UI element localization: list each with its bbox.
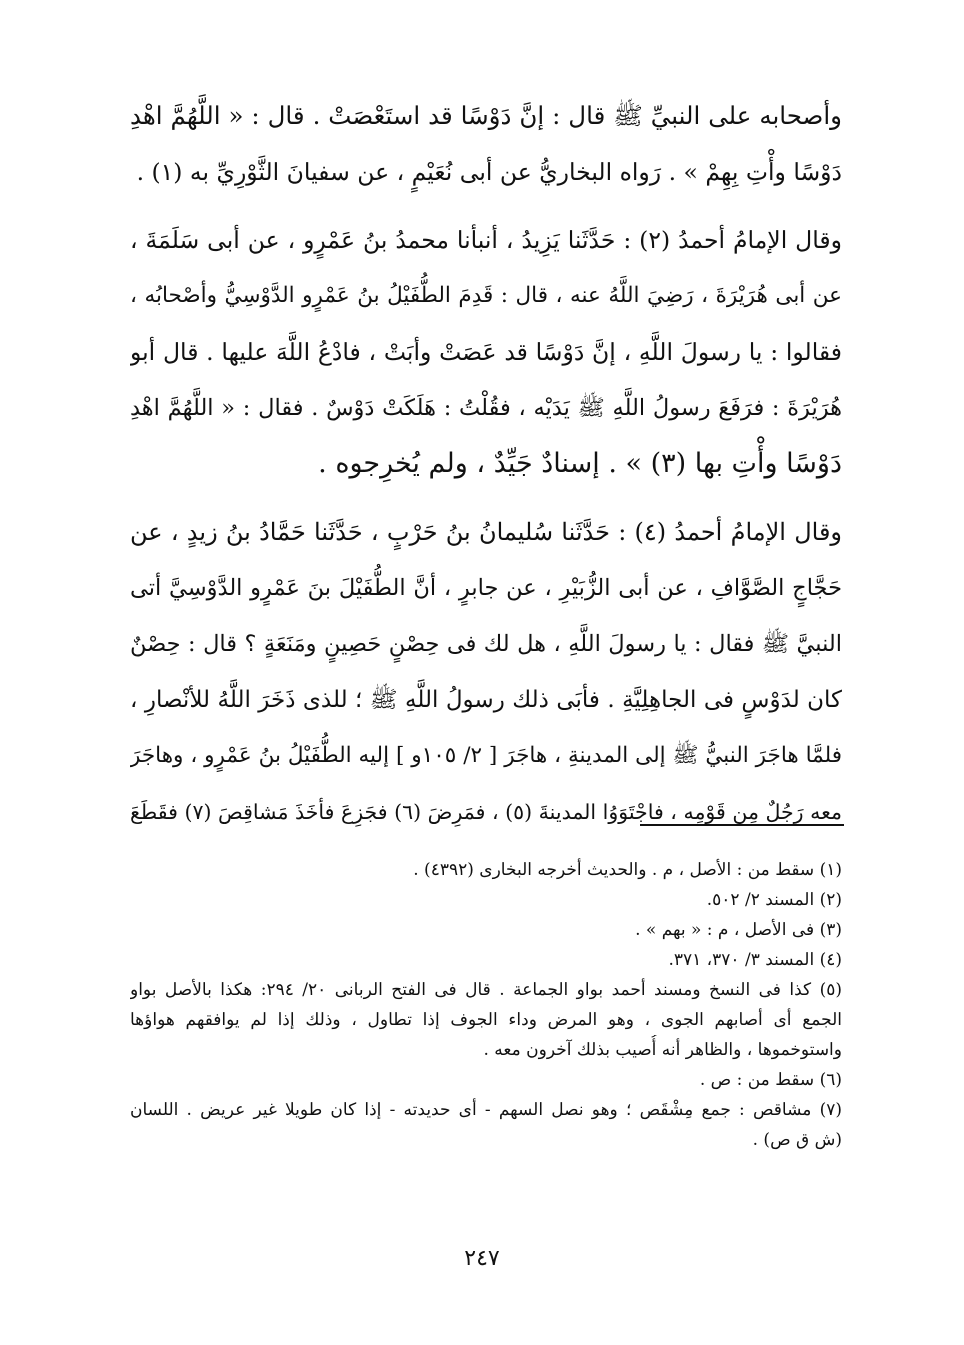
- text-line: النبيَّ ﷺ فقال : يا رسولَ اللَّهِ ، هل لك فى حِصْنٍ حَصِينٍ ومَنَعَةٍ ؟ قال : حِصْنٌ: [130, 631, 842, 657]
- footnote: (٢) المسند ٢/ ٥٠٢.: [706, 890, 842, 910]
- text-line: فلمَّا هاجَرَ النبيُّ ﷺ إلى المدينةِ ، هاجَرَ [ ٢/ ١٠٥و ] إليه الطُّفَيْلُ بنُ عَمْرٍو ، وهاجَرَ: [130, 743, 842, 768]
- footnote: (٣) فى الأصل ، م : « بهم » .: [635, 920, 842, 940]
- footnotes: [130, 855, 842, 1155]
- footnote: (٦) سقط من : ص .: [699, 1070, 842, 1090]
- footnote-continuation: واستوخموها ، والظاهر أنه أُصيب بذلك آخرون معه .: [483, 1040, 842, 1060]
- text-line: وقال الإمامُ أحمدُ (٢) : حَدَّثَنا يَزِيدُ ، أنبأنا محمدُ بنُ عَمْرٍو ، عن أبى سَلَمَةَ ،: [130, 226, 842, 254]
- text-line: عن أبى هُرَيْرَةَ ، رَضِيَ اللَّهُ عنه ، قال : قَدِمَ الطُّفَيْلُ بنُ عَمْرٍو الدَّوْسِيُّ وأصْحابُه ،: [130, 283, 842, 308]
- footnote-continuation: الجمع أى أصابهم الجوى ، وهو المرض وداء الجوف إذا تطاول ، وذلك إذا لم يوافقهم هواؤها: [130, 1010, 842, 1030]
- text-line: وأصحابه على النبيِّ ﷺ قال : إنَّ دَوْسًا قد استَعْصَتْ . قال : « اللَّهُمَّ اهْدِ: [130, 101, 842, 130]
- main-text: [130, 88, 842, 840]
- footnote: (٧) مشاقص : جمع مِشْقَص ؛ وهو نصل السهم - أى حديدته - إذا كان طويلا غير عريض . اللسان: [130, 1100, 842, 1120]
- text-line: وقال الإمامُ أحمدُ (٤) : حَدَّثَنا سُليمانُ بنُ حَرْبٍ ، حَدَّثَنا حَمَّادُ بنُ زيدٍ ، عن: [130, 518, 842, 546]
- text-line: دَوْسًا وأْتِ بها (٣) » . إسنادٌ جَيِّدٌ ، ولم يُخرِجوه .: [318, 448, 842, 479]
- footnote: (٥) كذا فى النسخ ومسند أحمد بواو الجماعة . قال فى الفتح الربانى ٢٠/ ٢٩٤: هكذا بالأصل بواو: [130, 980, 842, 1000]
- footnote: (٤) المسند ٣/ ٣٧٠، ٣٧١.: [668, 950, 842, 970]
- text-line: دَوْسًا وأْتِ بِهِمْ » . رَواه البخاريُّ عن أبى نُعَيْمٍ ، عن سفيانَ الثَّوْرِيِّ به (١) .: [136, 158, 842, 186]
- footnote: (١) سقط من : الأصل ، م . والحديث أخرجه البخارى (٤٣٩٢) .: [413, 860, 842, 880]
- text-line: هُرَيْرَةَ : فرَفَعَ رسولُ اللَّهِ ﷺ يَدَيْه ، فقُلْتُ : هَلَكَتْ دَوْسٌ . فقال : « اللَّهُمَّ اهْدِ: [130, 395, 842, 421]
- page-number: ٢٤٧: [464, 1246, 500, 1271]
- footnote-continuation: (ش ق ص) .: [752, 1130, 842, 1150]
- text-line: معه رَجُلٌ مِن قَوْمِه ، فاجْتَوَوُا المدينةَ (٥) ، فمَرِضَ (٦) فجَزِعَ فأخَذَ مَشاقِصَ (٧) فقَطَعَ: [130, 800, 842, 824]
- text-line: كان لدَوْسٍ فى الجاهِلِيَّةِ . فأبَى ذلك رسولُ اللَّهِ ﷺ ؛ للذى ذَخَرَ اللَّهُ للأنْصارِ ،: [130, 687, 842, 713]
- footnote-divider: [640, 824, 844, 826]
- text-line: فقالوا : يا رسولَ اللَّهِ ، إنَّ دَوْسًا قد عَصَتْ وأبَتْ ، فادْعُ اللَّهَ عليها . قال أبو: [130, 338, 842, 366]
- text-line: حَجَّاجٍ الصَّوَّافِ ، عن أبى الزُّبَيْرِ ، عن جابرٍ ، أنَّ الطُّفَيْلَ بنَ عَمْرٍو الدَّوْسِيَّ أتى: [130, 575, 842, 601]
